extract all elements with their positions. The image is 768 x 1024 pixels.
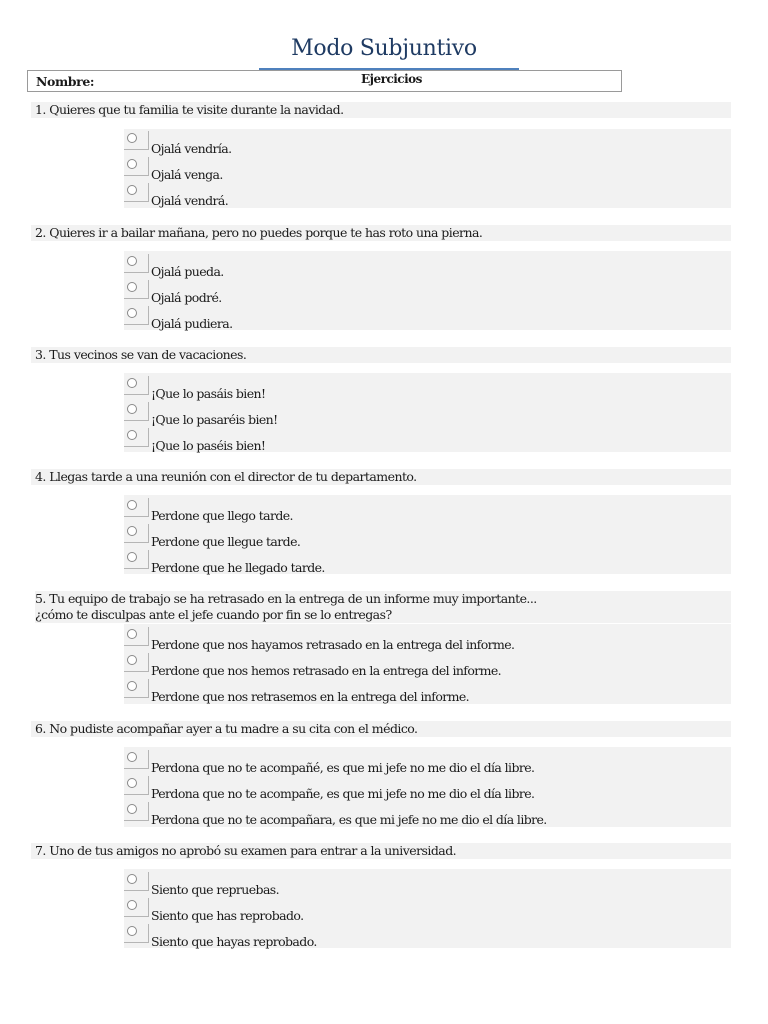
option-label: Ojalá vendrá. (151, 193, 229, 208)
question-5 (31, 591, 731, 623)
radio-button[interactable] (127, 159, 137, 169)
radio-button[interactable] (127, 430, 137, 440)
option-1c[interactable] (124, 185, 724, 211)
option-label: Perdone que nos hayamos retrasado en la entrega del informe. (151, 637, 515, 652)
radio-button[interactable] (127, 804, 137, 814)
radio-button[interactable] (127, 526, 137, 536)
options-2 (124, 251, 731, 330)
options-6 (124, 747, 731, 827)
radio-button[interactable] (127, 404, 137, 414)
option-label: Perdona que no te acompañe, es que mi jefe no me dio el día libre. (151, 786, 535, 801)
radio-button[interactable] (127, 308, 137, 318)
question-5-line-1: 5. Tu equipo de trabajo se ha retrasado en la entrega de un informe muy importante... (35, 591, 731, 607)
option-5a[interactable] (124, 629, 724, 655)
option-label: Siento que repruebas. (151, 882, 279, 897)
option-7c[interactable] (124, 926, 724, 952)
radio-button[interactable] (127, 256, 137, 266)
question-4: 4. Llegas tarde a una reunión con el director de tu departamento. (31, 469, 731, 485)
radio-button[interactable] (127, 900, 137, 910)
question-1: 1. Quieres que tu familia te visite durante la navidad. (31, 102, 731, 118)
radio-button[interactable] (127, 874, 137, 884)
radio-button[interactable] (127, 552, 137, 562)
option-2a[interactable] (124, 256, 724, 282)
radio-button[interactable] (127, 133, 137, 143)
option-label: Perdona que no te acompañé, es que mi jefe no me dio el día libre. (151, 760, 535, 775)
option-7a[interactable] (124, 874, 724, 900)
options-3 (124, 373, 731, 452)
option-label: ¡Que lo paséis bien! (151, 438, 266, 453)
option-4b[interactable] (124, 526, 724, 552)
options-7 (124, 869, 731, 948)
radio-button[interactable] (127, 500, 137, 510)
option-label: Perdone que llego tarde. (151, 508, 293, 523)
option-3a[interactable] (124, 378, 724, 404)
radio-button[interactable] (127, 185, 137, 195)
radio-button[interactable] (127, 778, 137, 788)
option-label: Ojalá podré. (151, 290, 222, 305)
radio-button[interactable] (127, 926, 137, 936)
ejercicios-label: Ejercicios (361, 72, 422, 86)
option-2b[interactable] (124, 282, 724, 308)
option-label: Perdona que no te acompañara, es que mi jefe no me dio el día libre. (151, 812, 547, 827)
radio-button[interactable] (127, 629, 137, 639)
option-label: Siento que hayas reprobado. (151, 934, 317, 949)
question-2: 2. Quieres ir a bailar mañana, pero no puedes porque te has roto una pierna. (31, 225, 731, 241)
option-7b[interactable] (124, 900, 724, 926)
option-4c[interactable] (124, 552, 724, 578)
option-label: ¡Que lo pasáis bien! (151, 386, 266, 401)
option-label: ¡Que lo pasaréis bien! (151, 412, 278, 427)
header-box (27, 70, 622, 92)
option-2c[interactable] (124, 308, 724, 334)
options-1 (124, 129, 731, 208)
radio-button[interactable] (127, 655, 137, 665)
option-5c[interactable] (124, 681, 724, 707)
question-5-line-2: ¿cómo te disculpas ante el jefe cuando por fin se lo entregas? (35, 607, 731, 623)
option-label: Ojalá venga. (151, 167, 223, 182)
radio-button[interactable] (127, 282, 137, 292)
option-1b[interactable] (124, 159, 724, 185)
options-4 (124, 495, 731, 574)
option-3c[interactable] (124, 430, 724, 456)
question-7: 7. Uno de tus amigos no aprobó su examen para entrar a la universidad. (31, 843, 731, 859)
option-label: Perdone que nos hemos retrasado en la entrega del informe. (151, 663, 502, 678)
options-5 (124, 624, 731, 704)
option-6a[interactable] (124, 752, 724, 778)
radio-button[interactable] (127, 681, 137, 691)
option-label: Perdone que llegue tarde. (151, 534, 301, 549)
option-label: Perdone que nos retrasemos en la entrega del informe. (151, 689, 470, 704)
option-5b[interactable] (124, 655, 724, 681)
option-label: Ojalá pudiera. (151, 316, 233, 331)
radio-button[interactable] (127, 752, 137, 762)
option-label: Siento que has reprobado. (151, 908, 304, 923)
question-6: 6. No pudiste acompañar ayer a tu madre a su cita con el médico. (31, 721, 731, 737)
option-label: Ojalá vendría. (151, 141, 232, 156)
option-label: Perdone que he llegado tarde. (151, 560, 325, 575)
question-3: 3. Tus vecinos se van de vacaciones. (31, 347, 731, 363)
nombre-label: Nombre: (36, 74, 95, 89)
option-6c[interactable] (124, 804, 724, 830)
option-4a[interactable] (124, 500, 724, 526)
page-title: Modo Subjuntivo (291, 36, 477, 61)
option-label: Ojalá pueda. (151, 264, 224, 279)
option-6b[interactable] (124, 778, 724, 804)
option-1a[interactable] (124, 133, 724, 159)
option-3b[interactable] (124, 404, 724, 430)
radio-button[interactable] (127, 378, 137, 388)
